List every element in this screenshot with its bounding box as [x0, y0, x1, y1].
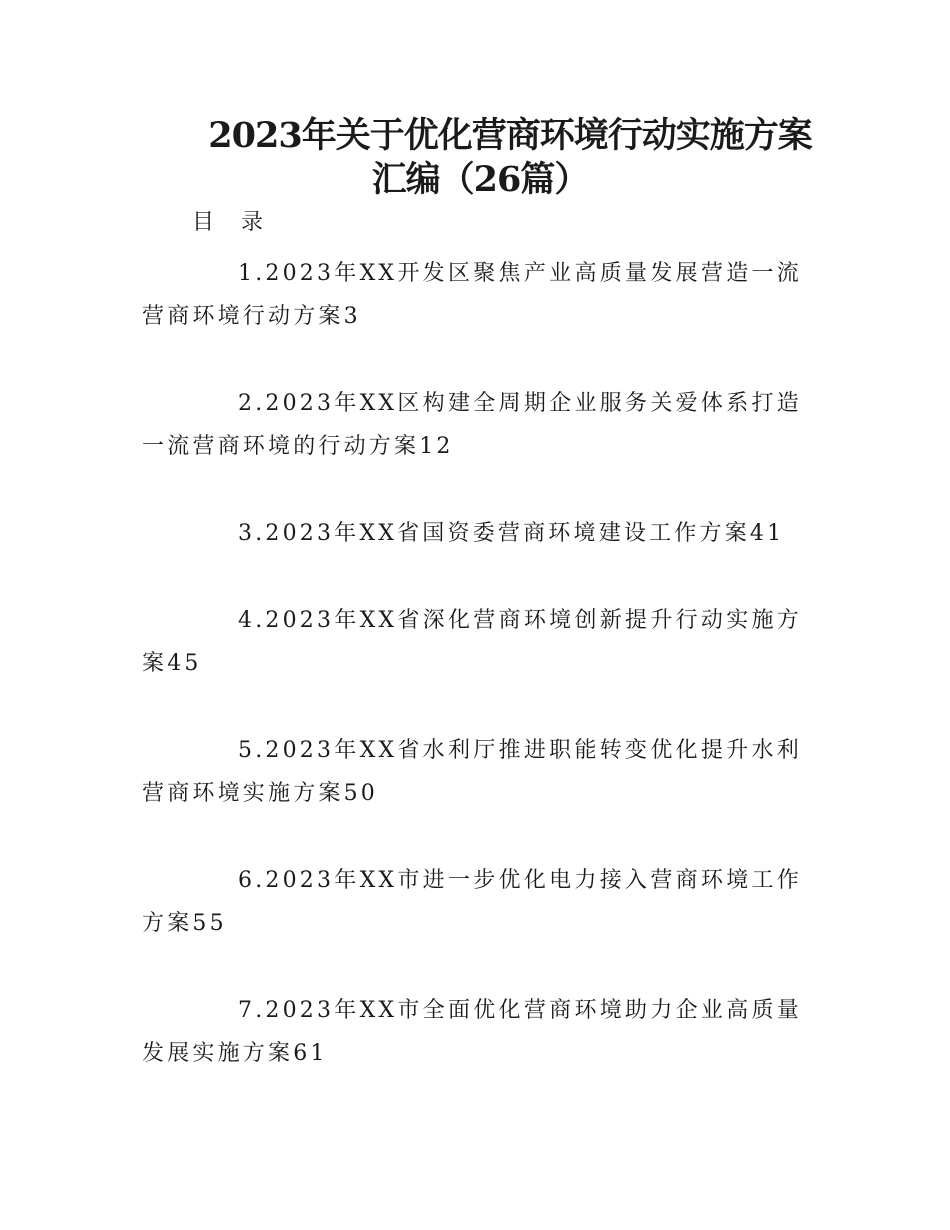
document-title-line-1: 2023年关于优化营商环境行动实施方案 — [208, 115, 812, 156]
toc-item-6: 6.2023年XX市进一步优化电力接入营商环境工作方案55 — [142, 868, 802, 936]
toc-item-1: 1.2023年XX开发区聚焦产业高质量发展营造一流营商环境行动方案3 — [142, 261, 802, 329]
toc-heading: 目 录 — [192, 210, 273, 235]
toc-item-4: 4.2023年XX省深化营商环境创新提升行动实施方案45 — [142, 608, 802, 676]
toc-item-7: 7.2023年XX市全面优化营商环境助力企业高质量发展实施方案61 — [142, 998, 802, 1066]
toc-list — [142, 252, 802, 1119]
toc-item-5: 5.2023年XX省水利厅推进职能转变优化提升水利营商环境实施方案50 — [142, 738, 802, 806]
document-title-line-2: 汇编（26篇） — [371, 159, 589, 200]
toc-item-3: 3.2023年XX省国资委营商环境建设工作方案41 — [238, 521, 785, 546]
toc-item-2: 2.2023年XX区构建全周期企业服务关爱体系打造一流营商环境的行动方案12 — [142, 391, 802, 459]
